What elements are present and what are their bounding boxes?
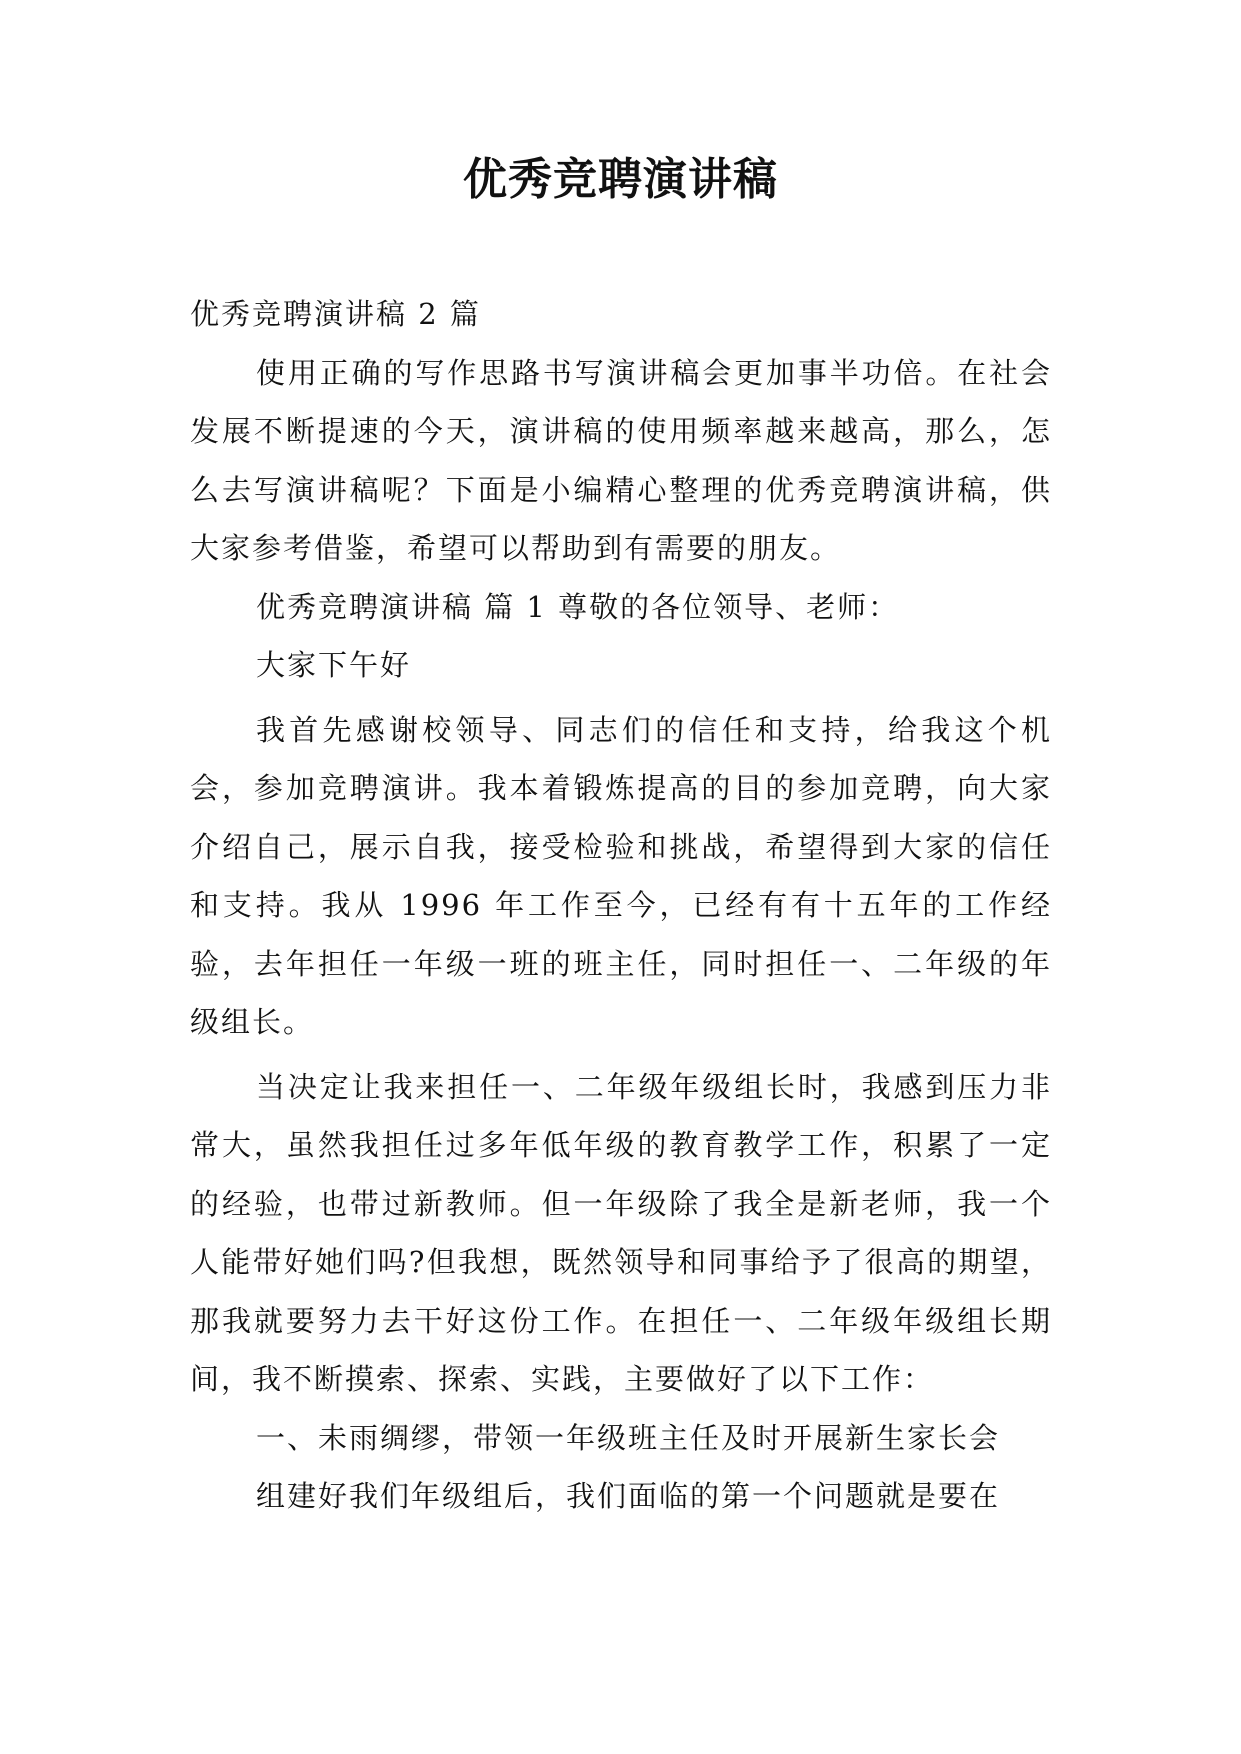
section-heading-paragraph: 一、未雨绸缪，带领一年级班主任及时开展新生家长会	[256, 1420, 1001, 1455]
body-paragraph: 组建好我们年级组后，我们面临的第一个问题就是要在	[256, 1479, 1001, 1513]
subtitle-paragraph: 优秀竞聘演讲稿 2 篇	[190, 297, 481, 331]
body-paragraph: 当决定让我来担任一、二年级年级组长时，我感到压力非常大，虽然我担任过多年低年级的教育教学工作，积累了一定的经验，也带过新教师。但一年级除了我全是新老师，我一个人能带好她们吗?但我想，既然领导和同事给予了很高的期望，那我就要努力去干好这份工作。在担任一、二年级年级组长期间，我不断摸索、探索、实践，主要做好了以下工作：	[190, 1069, 1052, 1396]
speech-heading-paragraph: 优秀竞聘演讲稿 篇 1 尊敬的各位领导、老师：	[256, 589, 900, 624]
document-title: 优秀竞聘演讲稿	[463, 154, 778, 205]
intro-paragraph: 使用正确的写作思路书写演讲稿会更加事半功倍。在社会发展不断提速的今天，演讲稿的使用频率越来越高，那么，怎么去写演讲稿呢？下面是小编精心整理的优秀竞聘演讲稿，供大家参考借鉴，希望可以帮助到有需要的朋友。	[190, 355, 1052, 565]
greeting-paragraph: 大家下午好	[256, 648, 412, 682]
body-paragraph: 我首先感谢校领导、同志们的信任和支持，给我这个机会，参加竞聘演讲。我本着锻炼提高的目的参加竞聘，向大家介绍自己，展示自我，接受检验和挑战，希望得到大家的信任和支持。我从 1996 年工作至今，已经有有十五年的工作经验，去年担任一年级一班的班主任，同时担任一、二年级的年级组长。	[190, 712, 1052, 1039]
document-body	[190, 285, 1052, 1526]
